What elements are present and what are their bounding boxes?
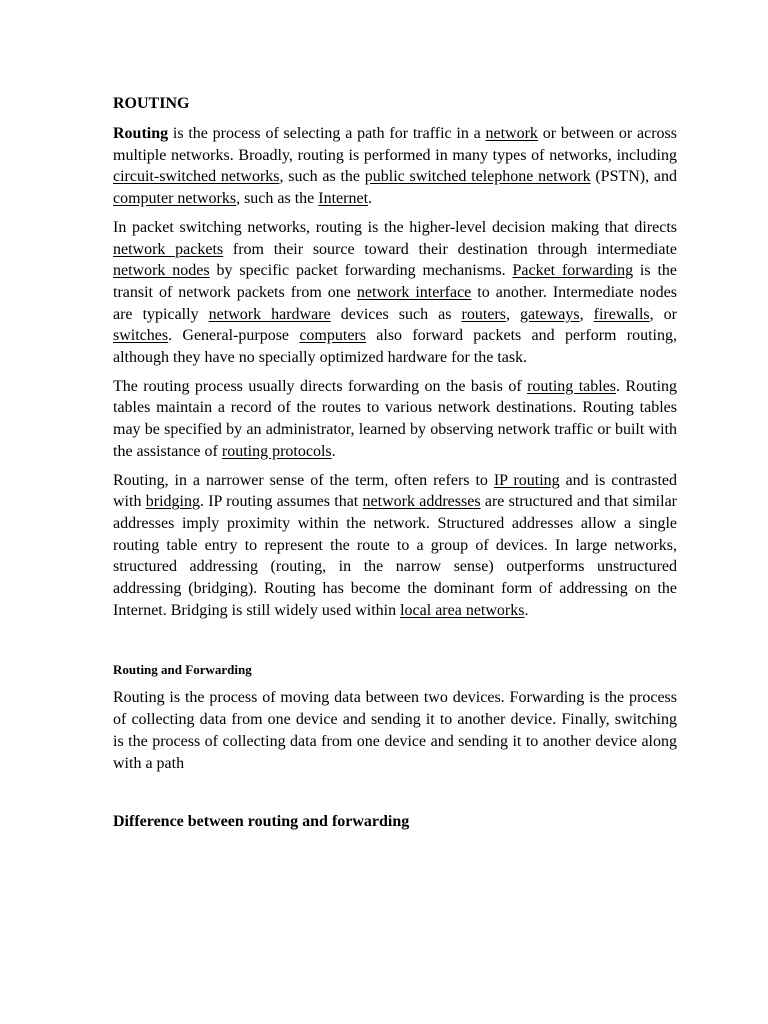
paragraph-ip-routing — [113, 470, 677, 622]
paragraph-routing-forwarding: Routing is the process of moving data between two devices. Forwarding is the process of collecting data from one device and sending it to another device. Finally, switching is the process of collecting data from one device and sending it to another device along with a path — [113, 689, 677, 772]
link-network-nodes[interactable]: network nodes — [113, 262, 210, 280]
link-routers[interactable]: routers — [461, 305, 506, 323]
subheading-routing-and-forwarding: Routing and Forwarding — [113, 662, 252, 678]
text: In packet switching networks, routing is the higher-level decision making that directs — [113, 218, 677, 236]
text: . IP routing assumes that — [199, 493, 363, 511]
text: are structured and that similar addresses imply proximity within the network. Structured addresses allow a single routing table entry to represent the route to a group of devices. In large networks, structured addressing (routing, in the narrow sense) outperforms unstructured addressing (bridging). Routing has become the dominant form of addressing on the Internet. Bridging is still widely used within — [113, 493, 678, 619]
link-computers[interactable]: computers — [299, 327, 366, 345]
link-public-switched-telephone-network[interactable]: public switched telephone network — [364, 168, 591, 186]
text: also forward packets and perform routing, although they have no specially optimized hardware for the task. — [113, 327, 677, 367]
bold-term-routing: Routing — [113, 125, 169, 142]
text: . Routing tables maintain a record of the routes to various network destinations. Routing tables may be specified by an administrator, learned by observing network traffic or built with the assistance of — [113, 377, 678, 460]
link-bridging[interactable]: bridging — [145, 493, 200, 511]
text: , — [505, 305, 521, 323]
text: . — [368, 190, 373, 208]
text: to another. Intermediate nodes are typically — [113, 283, 677, 323]
text: , such as the — [236, 190, 319, 208]
link-network[interactable]: network — [485, 125, 538, 142]
link-firewalls[interactable]: firewalls — [593, 305, 650, 323]
link-packet-forwarding[interactable]: Packet forwarding — [512, 262, 634, 280]
text: devices such as — [330, 305, 462, 323]
text: . — [524, 601, 529, 619]
text: and is contrasted with — [113, 471, 677, 511]
link-network-addresses[interactable]: network addresses — [362, 493, 481, 511]
section-heading-difference: Difference between routing and forwarding — [113, 813, 410, 831]
text: . — [331, 442, 336, 460]
link-gateways[interactable]: gateways — [520, 305, 580, 323]
link-network-packets[interactable]: network packets — [113, 240, 224, 258]
text: by specific packet forwarding mechanisms. — [209, 262, 513, 280]
link-network-hardware[interactable]: network hardware — [208, 305, 331, 323]
page-title: ROUTING — [113, 95, 190, 112]
paragraph-routing-definition — [113, 123, 677, 210]
link-circuit-switched-networks[interactable]: circuit-switched networks — [113, 168, 280, 186]
link-internet[interactable]: Internet — [318, 190, 369, 208]
document-page — [113, 94, 677, 832]
link-routing-protocols[interactable]: routing protocols — [221, 442, 332, 460]
text: from their source toward their destination through intermediate — [223, 240, 678, 258]
link-routing-tables[interactable]: routing tables — [527, 377, 617, 395]
link-local-area-networks[interactable]: local area networks — [400, 601, 525, 619]
text: , or — [649, 305, 678, 323]
text: or between or across multiple networks. Broadly, routing is performed in many types of networks, including — [113, 125, 677, 164]
text: , — [579, 305, 594, 323]
paragraph-routing-tables — [113, 376, 677, 463]
link-computer-networks[interactable]: computer networks — [113, 190, 237, 208]
link-switches[interactable]: switches — [113, 327, 169, 345]
paragraph-packet-switching — [113, 217, 677, 369]
text: . General-purpose — [168, 327, 300, 345]
text: Routing, in a narrower sense of the term, often refers to — [113, 471, 494, 489]
text: is the process of selecting a path for traffic in a — [168, 125, 486, 142]
link-network-interface[interactable]: network interface — [356, 283, 472, 301]
text: (PSTN), and — [590, 168, 677, 186]
text: , such as the — [279, 168, 365, 186]
text: The routing process usually directs forwarding on the basis of — [113, 377, 528, 395]
link-ip-routing[interactable]: IP routing — [493, 471, 560, 489]
text: is the transit of network packets from one — [113, 262, 677, 301]
